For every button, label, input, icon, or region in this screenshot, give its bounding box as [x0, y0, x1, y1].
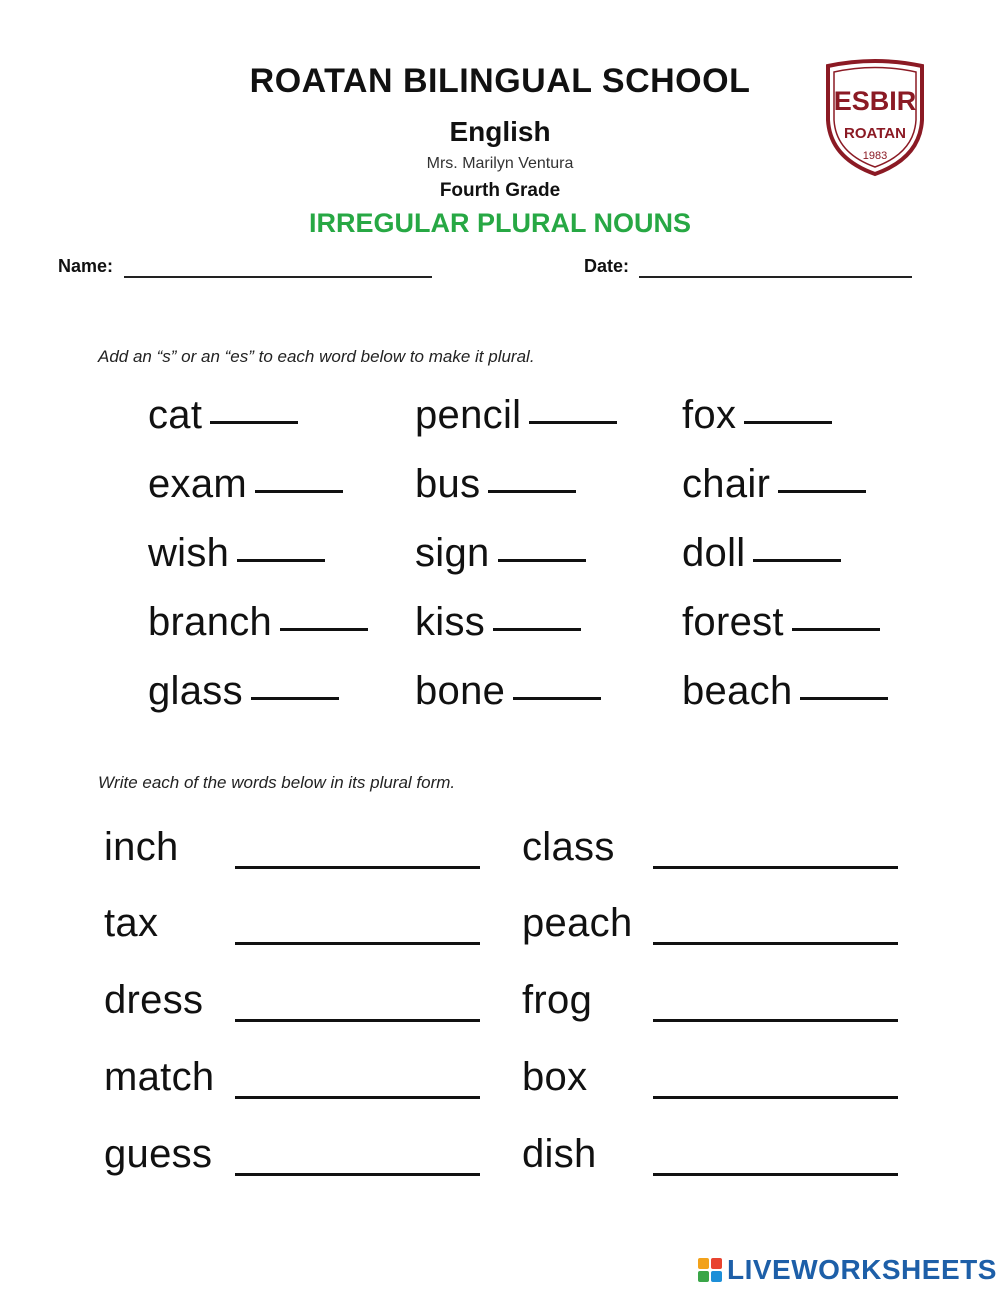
liveworksheets-logo-icon	[698, 1258, 722, 1282]
teacher-name: Mrs. Marilyn Ventura	[426, 155, 574, 172]
worksheet-topic: IRREGULAR PLURAL NOUNS	[308, 208, 691, 238]
plural-word-right: peach	[522, 901, 633, 945]
word-item	[415, 462, 576, 507]
word-item	[682, 462, 866, 507]
answer-blank[interactable]	[493, 628, 581, 631]
subject-title: English	[449, 116, 551, 147]
answer-blank[interactable]	[255, 490, 343, 493]
answer-blank[interactable]	[513, 697, 601, 700]
word-label: doll	[682, 531, 746, 575]
word-item	[415, 393, 617, 438]
school-logo	[820, 58, 930, 178]
plural-answer-line[interactable]	[235, 1173, 480, 1176]
answer-blank[interactable]	[498, 559, 586, 562]
plural-answer-line[interactable]	[653, 866, 898, 869]
brand-text: LIVEWORKSHEETS	[727, 1254, 997, 1285]
date-label: Date:	[584, 256, 630, 276]
logo-sub-text: ROATAN	[844, 125, 906, 142]
answer-blank[interactable]	[251, 697, 339, 700]
plural-answer-line[interactable]	[653, 942, 898, 945]
plural-answer-line[interactable]	[653, 1173, 898, 1176]
word-label: chair	[682, 462, 771, 506]
plural-answer-line[interactable]	[235, 866, 480, 869]
word-item	[148, 600, 368, 645]
plural-word-left: match	[104, 1055, 215, 1099]
word-item	[682, 600, 880, 645]
section2-instruction: Write each of the words below in its plural form.	[98, 773, 456, 792]
date-field[interactable]	[639, 276, 912, 278]
word-label: wish	[148, 531, 230, 575]
word-item	[415, 600, 581, 645]
plural-answer-line[interactable]	[235, 942, 480, 945]
answer-blank[interactable]	[488, 490, 576, 493]
grade-level: Fourth Grade	[439, 180, 561, 201]
word-item	[148, 531, 325, 576]
answer-blank[interactable]	[280, 628, 368, 631]
word-label: glass	[148, 669, 243, 713]
word-item	[682, 531, 841, 576]
word-label: bone	[415, 669, 506, 713]
word-item	[148, 393, 298, 438]
word-label: kiss	[415, 600, 486, 644]
word-label: exam	[148, 462, 248, 506]
word-label: beach	[682, 669, 793, 713]
answer-blank[interactable]	[778, 490, 866, 493]
name-label: Name:	[58, 256, 114, 276]
plural-answer-line[interactable]	[653, 1019, 898, 1022]
word-item	[148, 669, 339, 714]
answer-blank[interactable]	[744, 421, 832, 424]
answer-blank[interactable]	[800, 697, 888, 700]
plural-answer-line[interactable]	[235, 1019, 480, 1022]
word-item	[682, 669, 888, 714]
plural-answer-line[interactable]	[235, 1096, 480, 1099]
word-label: sign	[415, 531, 490, 575]
answer-blank[interactable]	[792, 628, 880, 631]
logo-year-text: 1983	[862, 150, 888, 162]
word-item	[415, 531, 586, 576]
answer-blank[interactable]	[210, 421, 298, 424]
answer-blank[interactable]	[529, 421, 617, 424]
plural-answer-line[interactable]	[653, 1096, 898, 1099]
plural-word-left: inch	[104, 825, 179, 869]
word-item	[415, 669, 601, 714]
word-label: forest	[682, 600, 784, 644]
plural-word-right: frog	[522, 978, 593, 1022]
word-label: branch	[148, 600, 273, 644]
word-label: cat	[148, 393, 203, 437]
school-name: ROATAN BILINGUAL SCHOOL	[249, 62, 751, 100]
word-item	[682, 393, 832, 438]
word-label: fox	[682, 393, 737, 437]
word-label: bus	[415, 462, 481, 506]
answer-blank[interactable]	[237, 559, 325, 562]
word-label: pencil	[415, 393, 522, 437]
logo-main-text: ESBIR	[833, 86, 917, 116]
plural-word-left: guess	[104, 1132, 213, 1176]
plural-word-left: tax	[104, 901, 159, 945]
plural-word-right: box	[522, 1055, 588, 1099]
plural-word-right: class	[522, 825, 615, 869]
liveworksheets-brand[interactable]	[698, 1254, 997, 1286]
section1-instruction: Add an “s” or an “es” to each word below to make it plural.	[98, 347, 535, 366]
name-field[interactable]	[124, 276, 432, 278]
plural-word-left: dress	[104, 978, 204, 1022]
word-item	[148, 462, 343, 507]
plural-word-right: dish	[522, 1132, 597, 1176]
answer-blank[interactable]	[753, 559, 841, 562]
